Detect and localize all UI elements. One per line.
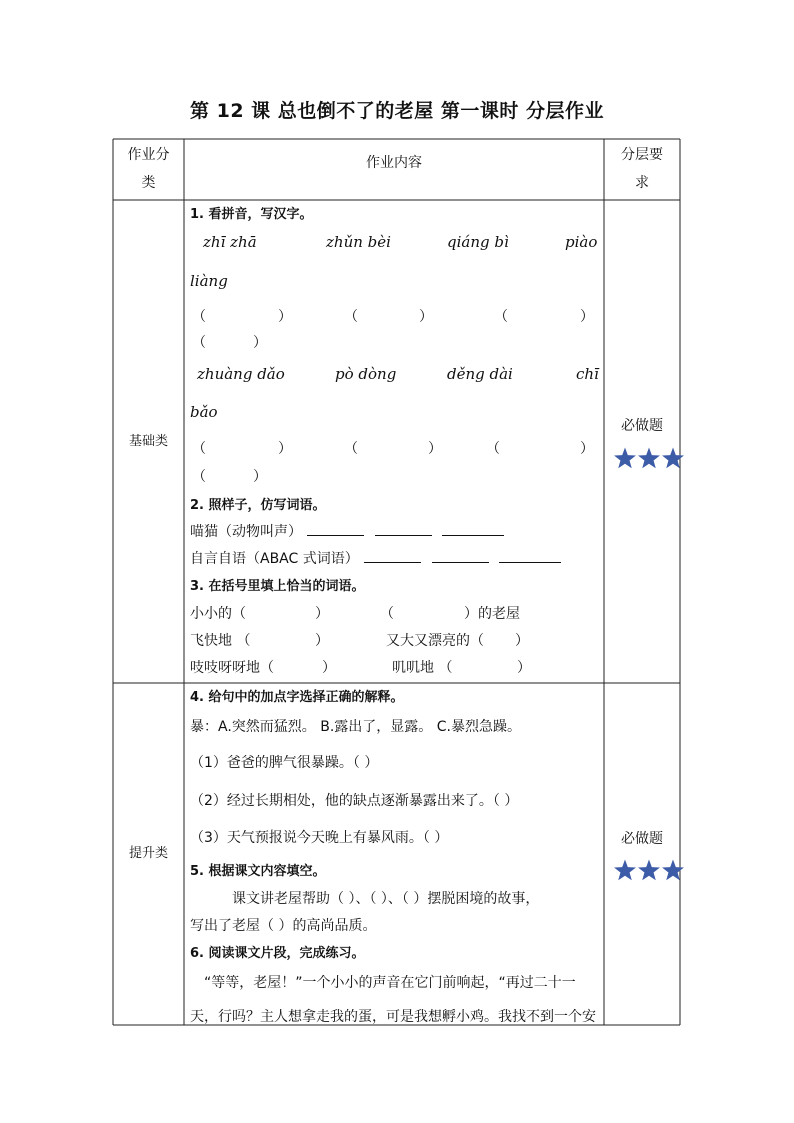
star-icon (637, 858, 661, 882)
pinyin-dengdai: děng dài (447, 365, 513, 383)
q2-line1 (190, 521, 504, 541)
pinyin-zhizha: zhī zhā (203, 233, 257, 251)
answer-paren-open: （ (344, 309, 358, 325)
q4-sentence-3: （3）天气预报说今天晚上有暴风雨。（ ） (190, 830, 449, 846)
header-requirement-line1: 分层要 (621, 147, 663, 163)
q4-sentence-1: （1）爸爸的脾气很暴躁。（ ） (190, 755, 379, 771)
q3-r3b-close: ） (517, 660, 531, 676)
answer-paren-close: ） (419, 309, 433, 325)
star-icon (613, 858, 637, 882)
q6-heading: 6. 阅读课文片段，完成练习。 (190, 946, 365, 961)
pinyin-piao: piào (565, 233, 598, 251)
answer-paren-open: （ (494, 309, 508, 325)
q3-r1b-close: ）的老屋 (464, 606, 520, 622)
answer-paren-close: ） (253, 469, 267, 485)
answer-paren-open: （ (344, 441, 358, 457)
answer-blank (364, 550, 421, 563)
q3-r2b-close: ） (515, 633, 529, 649)
q3-r3a-close: ） (322, 660, 336, 676)
q2-line2 (190, 548, 561, 568)
answer-blank (307, 523, 364, 536)
answer-paren-close: ） (253, 335, 267, 351)
pinyin-qiangbi: qiáng bì (447, 233, 509, 251)
pinyin-liang: liàng (190, 272, 228, 290)
answer-paren-open: （ (192, 335, 206, 351)
q4-sentence-2: （2）经过长期相处，他的缺点逐渐暴露出来了。（ ） (190, 793, 519, 809)
pinyin-zhuangdao: zhuàng dǎo (197, 365, 285, 383)
answer-blank (499, 550, 561, 563)
star-icon (661, 446, 685, 470)
page-title: 第 12 课 总也倒不了的老屋 第一课时 分层作业 (189, 100, 604, 122)
star-icon (613, 446, 637, 470)
answer-paren-close: ） (278, 309, 292, 325)
q3-r2a-close: ） (315, 633, 329, 649)
q3-r1a: 小小的（ (190, 606, 246, 622)
q3-heading: 3. 在括号里填上恰当的词语。 (190, 579, 365, 594)
category-basic: 基础类 (128, 434, 168, 449)
answer-blank (442, 523, 504, 536)
answer-paren-close: ） (580, 441, 594, 457)
q4-heading: 4. 给句中的加点字选择正确的解释。 (190, 690, 404, 705)
q3-r3b: 叽叽地 （ (392, 660, 453, 676)
star-rating-basic (613, 446, 685, 470)
q2-heading: 2. 照样子，仿写词语。 (190, 498, 326, 513)
q2-line1-text: 喵猫（动物叫声） (190, 524, 302, 540)
requirement-basic: 必做题 (621, 418, 663, 434)
star-rating-advanced (613, 858, 685, 882)
answer-blank (375, 523, 432, 536)
answer-blank (432, 550, 489, 563)
answer-paren-close: ） (428, 441, 442, 457)
answer-paren-close: ） (580, 309, 594, 325)
header-requirement (604, 139, 680, 197)
header-category-line2: 类 (141, 175, 156, 191)
header-content: 作业内容 (366, 155, 422, 171)
header-category (113, 139, 184, 197)
q6-passage-line1: “等等，老屋！”一个小小的声音在它门前响起，“再过二十一 (204, 975, 576, 991)
star-icon (637, 446, 661, 470)
pinyin-zhunbei: zhǔn bèi (326, 233, 391, 251)
q3-r3a: 吱吱呀呀地（ (190, 660, 274, 676)
answer-paren-close: ） (278, 441, 292, 457)
pinyin-bao: bǎo (190, 403, 218, 421)
q3-r1a-close: ） (315, 606, 329, 622)
header-category-line1: 作业分 (127, 147, 170, 163)
answer-paren-open: （ (486, 441, 500, 457)
answer-paren-open: （ (192, 309, 206, 325)
answer-paren-open: （ (192, 441, 206, 457)
q3-r2a: 飞快地 （ (190, 633, 251, 649)
requirement-advanced: 必做题 (621, 831, 663, 847)
q3-r2b: 又大又漂亮的（ (386, 633, 484, 649)
q3-r1b: （ (380, 606, 394, 622)
star-icon (661, 858, 685, 882)
pinyin-chi: chī (576, 365, 599, 383)
q6-passage-line2: 天，行吗？主人想拿走我的蛋，可是我想孵小鸡。我找不到一个安 (190, 1009, 596, 1025)
q5-line1: 课文讲老屋帮助（ ）、（ ）、（ ）摆脱困境的故事， (232, 891, 540, 907)
answer-paren-open: （ (192, 469, 206, 485)
category-advanced: 提升类 (128, 846, 168, 861)
pinyin-podong: pò dòng (335, 365, 397, 383)
header-requirement-line2: 求 (635, 175, 649, 191)
q4-options: 暴：A.突然而猛烈。 B.露出了，显露。 C.暴烈急躁。 (190, 719, 521, 735)
q2-line2-text: 自言自语（ABAC 式词语） (190, 551, 359, 567)
q5-line2: 写出了老屋（ ）的高尚品质。 (190, 918, 377, 934)
q5-heading: 5. 根据课文内容填空。 (190, 864, 326, 879)
q1-heading: 1. 看拼音，写汉字。 (190, 207, 313, 222)
